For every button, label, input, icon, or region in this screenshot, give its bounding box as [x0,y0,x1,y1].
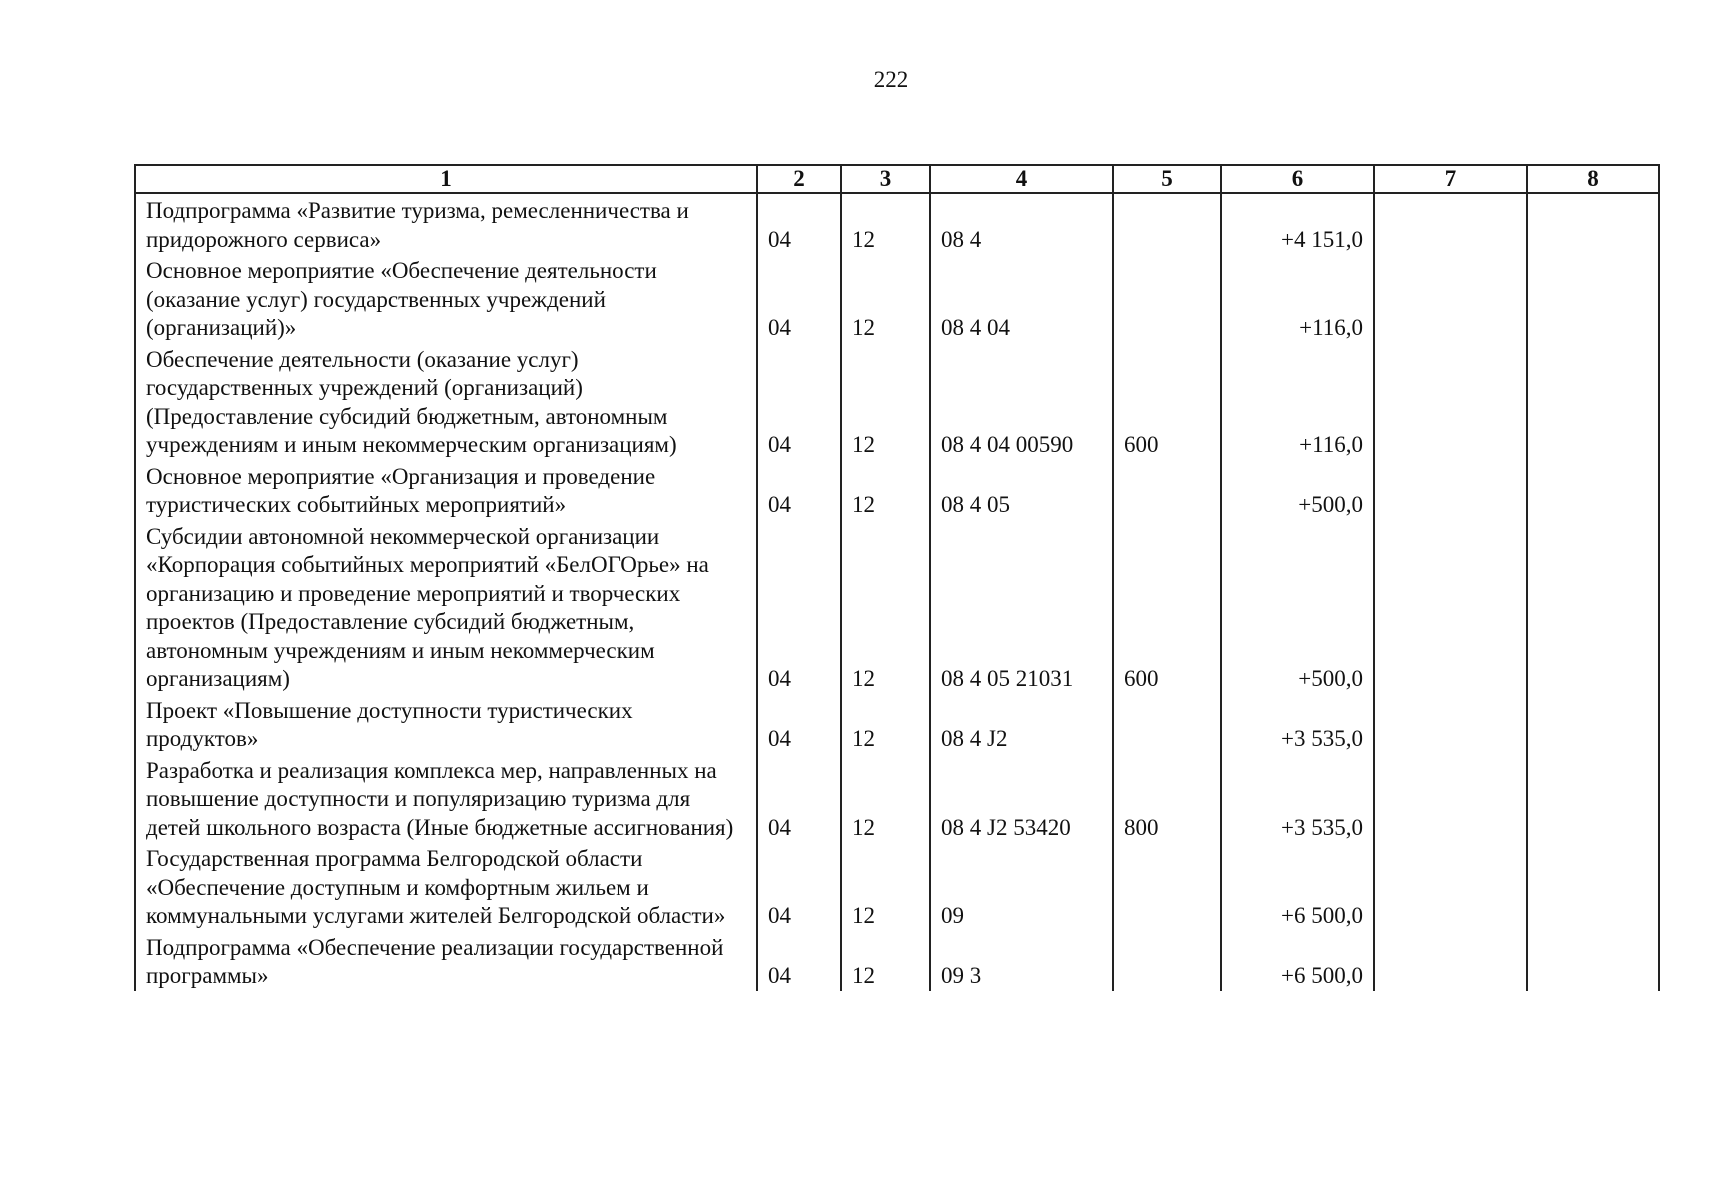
row-expense-type [1113,931,1221,991]
row-section: 04 [757,193,841,254]
row-amount: +500,0 [1221,460,1374,520]
row-col-7 [1374,694,1527,754]
row-target-code: 09 3 [930,931,1113,991]
row-amount: +3 535,0 [1221,694,1374,754]
header-col-4: 4 [930,165,1113,193]
row-col-8 [1527,193,1659,254]
table-row [135,460,1659,520]
table-row [135,754,1659,843]
row-col-7 [1374,520,1527,694]
header-col-2: 2 [757,165,841,193]
row-expense-type [1113,694,1221,754]
table-row [135,193,1659,254]
row-name: Субсидии автономной некоммерческой организации «Корпорация событийных мероприятий «БелОГОрье» на организацию и проведение мероприятий и творческих проектов (Предоставление субсидий бюджетным, автономным учреждениям и иным некоммерческим организациям) [135,520,757,694]
row-subsection: 12 [841,254,930,343]
row-section: 04 [757,754,841,843]
page-number: 222 [873,67,909,92]
row-amount: +6 500,0 [1221,842,1374,931]
row-name: Разработка и реализация комплекса мер, направленных на повышение доступности и популяризацию туризма для детей школьного возраста (Иные бюджетные ассигнования) [135,754,757,843]
row-name: Подпрограмма «Обеспечение реализации государственной программы» [135,931,757,991]
row-subsection: 12 [841,520,930,694]
header-col-6: 6 [1221,165,1374,193]
row-col-8 [1527,931,1659,991]
row-section: 04 [757,520,841,694]
row-col-8 [1527,520,1659,694]
row-section: 04 [757,842,841,931]
row-subsection: 12 [841,931,930,991]
row-name: Проект «Повышение доступности туристических продуктов» [135,694,757,754]
row-expense-type [1113,254,1221,343]
row-amount: +4 151,0 [1221,193,1374,254]
row-target-code: 08 4 05 [930,460,1113,520]
row-target-code: 08 4 J2 53420 [930,754,1113,843]
row-name: Подпрограмма «Развитие туризма, ремесленничества и придорожного сервиса» [135,193,757,254]
row-name: Основное мероприятие «Обеспечение деятельности (оказание услуг) государственных учреждений (организаций)» [135,254,757,343]
row-target-code: 08 4 [930,193,1113,254]
row-subsection: 12 [841,754,930,843]
row-col-7 [1374,343,1527,460]
row-col-8 [1527,343,1659,460]
header-col-3: 3 [841,165,930,193]
row-col-8 [1527,754,1659,843]
row-section: 04 [757,694,841,754]
header-col-5: 5 [1113,165,1221,193]
row-expense-type: 800 [1113,754,1221,843]
table-row [135,520,1659,694]
row-col-7 [1374,460,1527,520]
row-target-code: 09 [930,842,1113,931]
header-col-7: 7 [1374,165,1527,193]
row-col-7 [1374,931,1527,991]
row-expense-type: 600 [1113,343,1221,460]
row-col-7 [1374,254,1527,343]
row-expense-type [1113,460,1221,520]
row-amount: +3 535,0 [1221,754,1374,843]
row-amount: +500,0 [1221,520,1374,694]
row-subsection: 12 [841,193,930,254]
row-col-7 [1374,754,1527,843]
row-target-code: 08 4 05 21031 [930,520,1113,694]
row-name: Основное мероприятие «Организация и проведение туристических событийных мероприятий» [135,460,757,520]
row-amount: +116,0 [1221,254,1374,343]
row-section: 04 [757,254,841,343]
row-name: Государственная программа Белгородской области «Обеспечение доступным и комфортным жильем и коммунальными услугами жителей Белгородской области» [135,842,757,931]
row-subsection: 12 [841,343,930,460]
row-amount: +116,0 [1221,343,1374,460]
row-amount: +6 500,0 [1221,931,1374,991]
table-row [135,931,1659,991]
row-expense-type: 600 [1113,520,1221,694]
row-subsection: 12 [841,460,930,520]
row-subsection: 12 [841,842,930,931]
row-col-8 [1527,694,1659,754]
row-target-code: 08 4 04 [930,254,1113,343]
row-col-8 [1527,842,1659,931]
table-row [135,694,1659,754]
table-row [135,842,1659,931]
table-row [135,343,1659,460]
row-section: 04 [757,460,841,520]
row-section: 04 [757,343,841,460]
table-header [135,165,1659,193]
row-expense-type [1113,842,1221,931]
header-col-1: 1 [135,165,757,193]
row-expense-type [1113,193,1221,254]
table-row [135,254,1659,343]
row-target-code: 08 4 04 00590 [930,343,1113,460]
row-col-7 [1374,842,1527,931]
row-col-8 [1527,460,1659,520]
row-section: 04 [757,931,841,991]
row-col-7 [1374,193,1527,254]
row-name: Обеспечение деятельности (оказание услуг) государственных учреждений (организаций) (Предоставление субсидий бюджетным, автономным учреждениям и иным некоммерческим организациям) [135,343,757,460]
row-col-8 [1527,254,1659,343]
budget-table [134,164,1660,991]
header-row [135,165,1659,193]
table-body [135,193,1659,991]
header-col-8: 8 [1527,165,1659,193]
row-subsection: 12 [841,694,930,754]
row-target-code: 08 4 J2 [930,694,1113,754]
